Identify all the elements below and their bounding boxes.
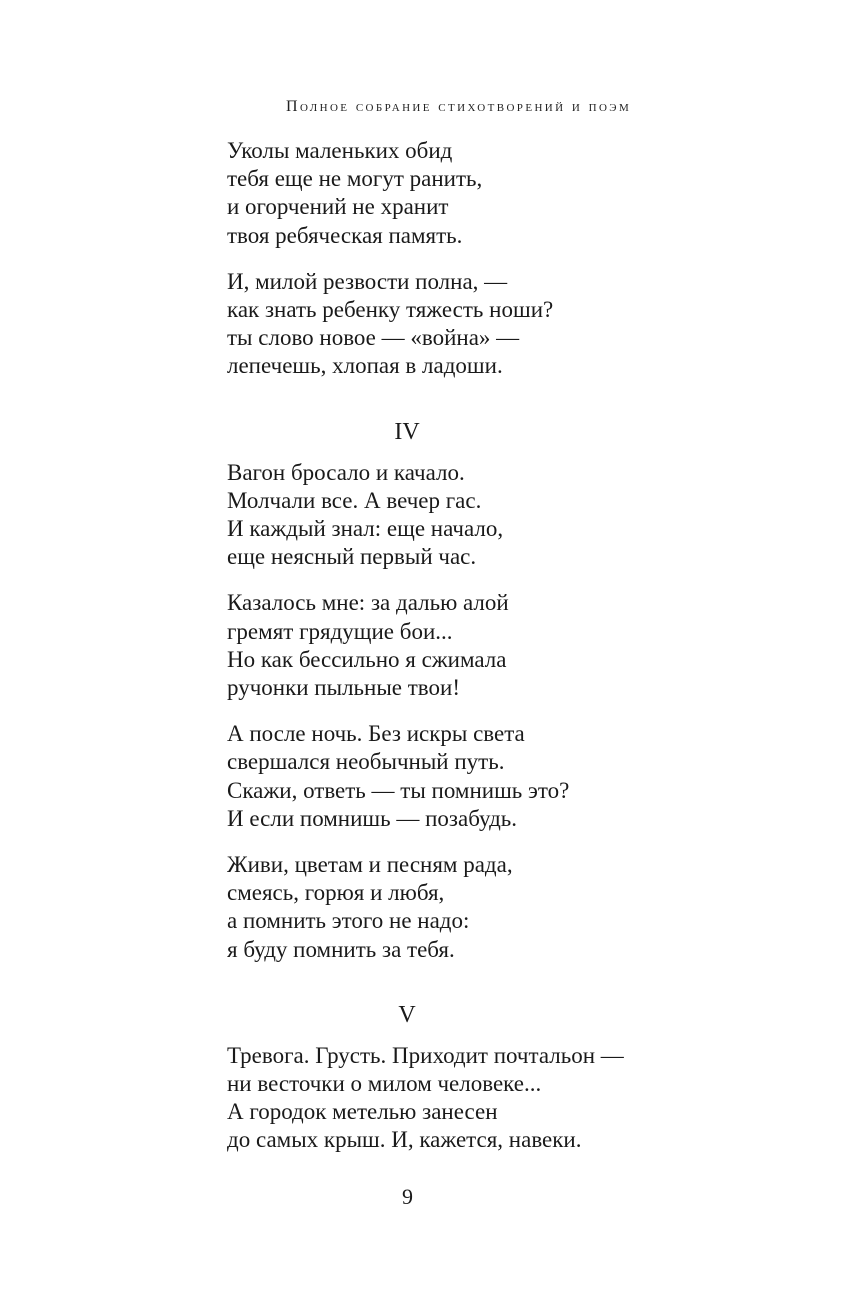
section-numeral: V bbox=[398, 1001, 416, 1028]
stanza bbox=[227, 137, 707, 250]
poem-line: И, милой резвости полна, — bbox=[227, 268, 508, 294]
poem-line: смеясь, горюя и любя, bbox=[227, 880, 445, 906]
poem-line: и огорчений не хранит bbox=[227, 194, 449, 220]
poem-line: гремят грядущие бои... bbox=[227, 618, 453, 644]
poem-line: Тревога. Грусть. Приходит почтальон — bbox=[227, 1042, 624, 1068]
stanza bbox=[227, 268, 707, 381]
poem-line: я буду помнить за тебя. bbox=[227, 936, 455, 962]
poem-line: Уколы маленьких обид bbox=[227, 138, 453, 163]
stanza bbox=[227, 1042, 707, 1155]
page-number: 9 bbox=[402, 1184, 413, 1209]
poem-line: лепечешь, хлопая в ладоши. bbox=[227, 353, 503, 379]
poem-line: Молчали все. А вечер гас. bbox=[227, 487, 482, 513]
poem-line: И каждый знал: еще начало, bbox=[227, 516, 504, 542]
poem-line: Вагон бросало и качало. bbox=[227, 459, 465, 485]
poem-line: свершался необычный путь. bbox=[227, 749, 505, 775]
stanza bbox=[227, 851, 707, 964]
poem-line: Живи, цветам и песням рада, bbox=[227, 852, 513, 878]
poem-line: А городок метелью занесен bbox=[227, 1099, 498, 1125]
running-head: Полное собрание стихотворений и поэм bbox=[286, 98, 632, 115]
poem-line: как знать ребенку тяжесть ноши? bbox=[227, 297, 554, 323]
poem-line: Скажи, ответь — ты помнишь это? bbox=[227, 777, 570, 803]
poem-line: И если помнишь — позабудь. bbox=[227, 805, 518, 831]
poem-line: Но как бессильно я сжимала bbox=[227, 646, 507, 672]
poem-line: а помнить этого не надо: bbox=[227, 908, 470, 934]
poem-line: до самых крыш. И, кажется, навеки. bbox=[227, 1127, 582, 1153]
section-numeral: IV bbox=[394, 418, 420, 445]
stanza bbox=[227, 720, 707, 833]
poem-line: ручонки пыльные твои! bbox=[227, 675, 460, 701]
poem-line: тебя еще не могут ранить, bbox=[227, 166, 483, 192]
poem-line: Казалось мне: за далью алой bbox=[227, 590, 509, 616]
poem-body bbox=[227, 137, 707, 1173]
poem-line: еще неясный первый час. bbox=[227, 544, 477, 570]
poem-line: твоя ребяческая память. bbox=[227, 222, 463, 248]
stanza bbox=[227, 589, 707, 702]
poem-line: А после ночь. Без искры света bbox=[227, 721, 525, 747]
poem-line: ты слово новое — «война» — bbox=[227, 325, 520, 351]
poem-line: ни весточки о милом человеке... bbox=[227, 1071, 542, 1097]
stanza bbox=[227, 459, 707, 572]
